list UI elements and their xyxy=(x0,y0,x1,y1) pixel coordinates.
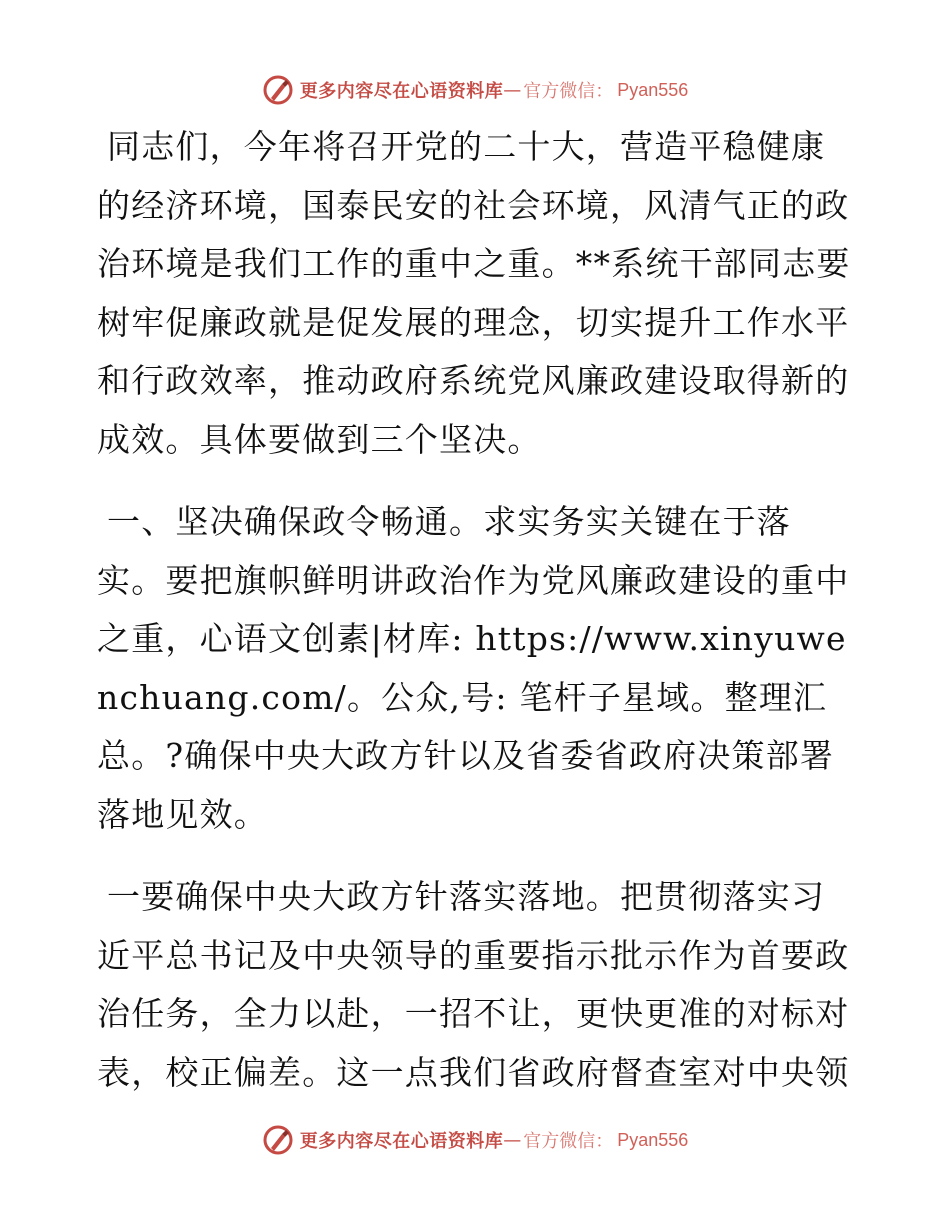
paragraph-section-one-point-one: 一要确保中央大政方针落实落地。把贯彻落实习近平总书记及中央领导的重要指示批示作为首要政治任务，全力以赴，一招不让，更快更准的对标对表，校正偏差。这一点我们省政府督查室对中央领 xyxy=(97,877,850,1092)
paragraph-section-one: 一、坚决确保政令畅通。求实务实关键在于落实。要把旗帜鲜明讲政治作为党风廉政建设的重中之重，心语文创素|材库: https://www.xinyuwenchuang.com/。公众,号: 笔杆子星域。整理汇总。?确保中央大政方针以及省委省政府决策部署落地见效。 xyxy=(97,502,850,834)
footer-watermark xyxy=(0,1120,950,1160)
watermark-wechat-id: Pyan556 xyxy=(617,79,689,100)
watermark-wechat-id: Pyan556 xyxy=(617,1129,689,1150)
pen-logo-icon xyxy=(262,74,294,106)
watermark-wechat-label: 官方微信： xyxy=(523,81,614,102)
header-watermark xyxy=(0,70,950,110)
watermark-dash: — xyxy=(503,1129,522,1151)
watermark-main-text: 更多内容尽在心语资料库 xyxy=(299,81,504,102)
paragraph-intro: 同志们，今年将召开党的二十大，营造平稳健康的经济环境，国泰民安的社会环境，风清气正的政治环境是我们工作的重中之重。**系统干部同志要树牢促廉政就是促发展的理念，切实提升工作水平和行政效率，推动政府系统党风廉政建设取得新的成效。具体要做到三个坚决。 xyxy=(97,127,851,459)
document-body xyxy=(97,118,857,1126)
pen-logo-icon xyxy=(262,1124,294,1156)
watermark-dash: — xyxy=(503,79,522,101)
watermark-main-text: 更多内容尽在心语资料库 xyxy=(299,1131,504,1152)
watermark-wechat-label: 官方微信： xyxy=(523,1131,614,1152)
